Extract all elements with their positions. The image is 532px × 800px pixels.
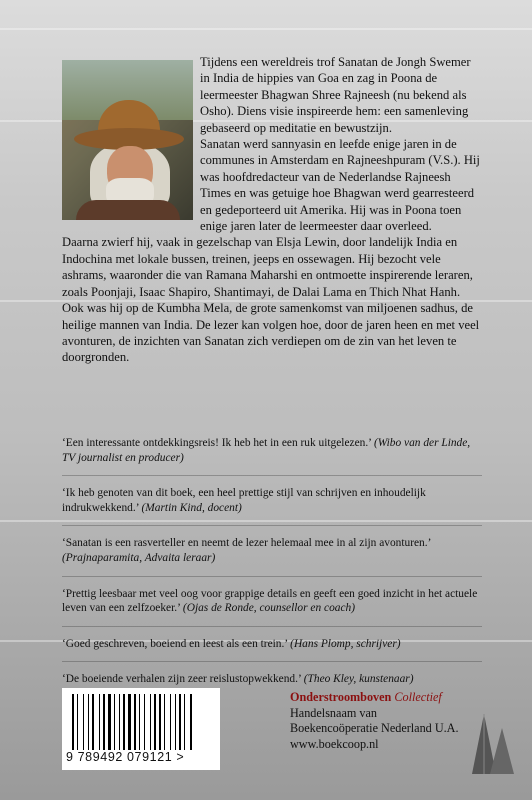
isbn-barcode — [62, 688, 220, 770]
publisher-website: www.boekcoop.nl — [290, 736, 379, 751]
publisher-info — [290, 690, 490, 752]
author-bio — [62, 54, 480, 366]
review-quote: ‘Goed geschreven, boeiend en leest als een trein.’ (Hans Plomp, schrijver) — [62, 637, 401, 650]
barcode-bars — [72, 694, 210, 750]
publisher-collection: Collectief — [394, 690, 442, 704]
review-quote: ‘De boeiende verhalen zijn zeer reislustopwekkend.’ (Theo Kley, kunstenaar) — [62, 673, 414, 686]
review-quote: ‘Ik heb genoten van dit boek, een heel prettige stijl van schrijven en inhoudelijk indrukwekkend.’ (Martin Kind, docent) — [62, 487, 426, 514]
bio-paragraph: Tijdens een wereldreis trof Sanatan de Jongh Swemer in India de hippies van Goa en zag in Poona de leermeester Bhagwan Shree Rajneesh (nu bekend als Osho). Diens visie inspireerde hem: een samenleving gebaseerd op meditatie en bewustzijn. — [200, 55, 471, 135]
review-quote: ‘Prettig leesbaar met veel oog voor grappige details en geeft een goed inzicht in het actuele leven van een zelfzoeker.’ (Ojas de Ronde, counsellor en coach) — [62, 587, 478, 615]
review-quotes — [62, 436, 482, 697]
review-quote: ‘Sanatan is een rasverteller en neemt de lezer helemaal mee in al zijn avonturen.’ (Prajnaparamita, Advaita leraar) — [62, 537, 431, 564]
publisher-name: Onderstroomboven — [290, 690, 392, 704]
publisher-line: Handelsnaam van — [290, 705, 377, 720]
publisher-logo-icon — [470, 706, 516, 776]
publisher-line: Boekencoöperatie Nederland U.A. — [290, 721, 459, 736]
bio-paragraph: Daarna zwierf hij, vaak in gezelschap van Elsja Lewin, door landelijk India en Indochina met lokale bussen, treinen, jeeps en ossewagen. Hij bezocht vele ashrams, waaronder die van Ramana Maharshi en ontmoette inspirerende leraren, zoals Poonjaji, Isaac Shapiro, Shantimayi, de Dalai Lama en Thich Nhat Hanh. Ook was hij op de Kumbha Mela, de grote samenkomst van miljoenen sadhus, de heilige mannen van India. De lezer kan volgen hoe, door de jaren heen en met veel avonturen, de inzichten van Sanatan zich verdiepen om de zin van het leven te doorgronden. — [62, 235, 480, 365]
review-quote: ‘Een interessante ontdekkingsreis! Ik heb het in een ruk uitgelezen.’ (Wibo van der Linde, TV journalist en producer) — [62, 437, 471, 464]
isbn-number: 9 789492 079121 > — [66, 750, 185, 764]
bio-paragraph: Sanatan werd sannyasin en leefde enige jaren in de communes in Amsterdam en Rajneeshpuram (V.S.). Hij was hoofdredacteur van de Nederlandse Rajneesh Times en was getuige hoe Bhagwan werd gearresteerd en gedeporteerd uit Amerika. Hij was in Poona toen enige jaren later de leermeester daar overleed. — [200, 137, 480, 234]
background-wave — [0, 28, 532, 30]
